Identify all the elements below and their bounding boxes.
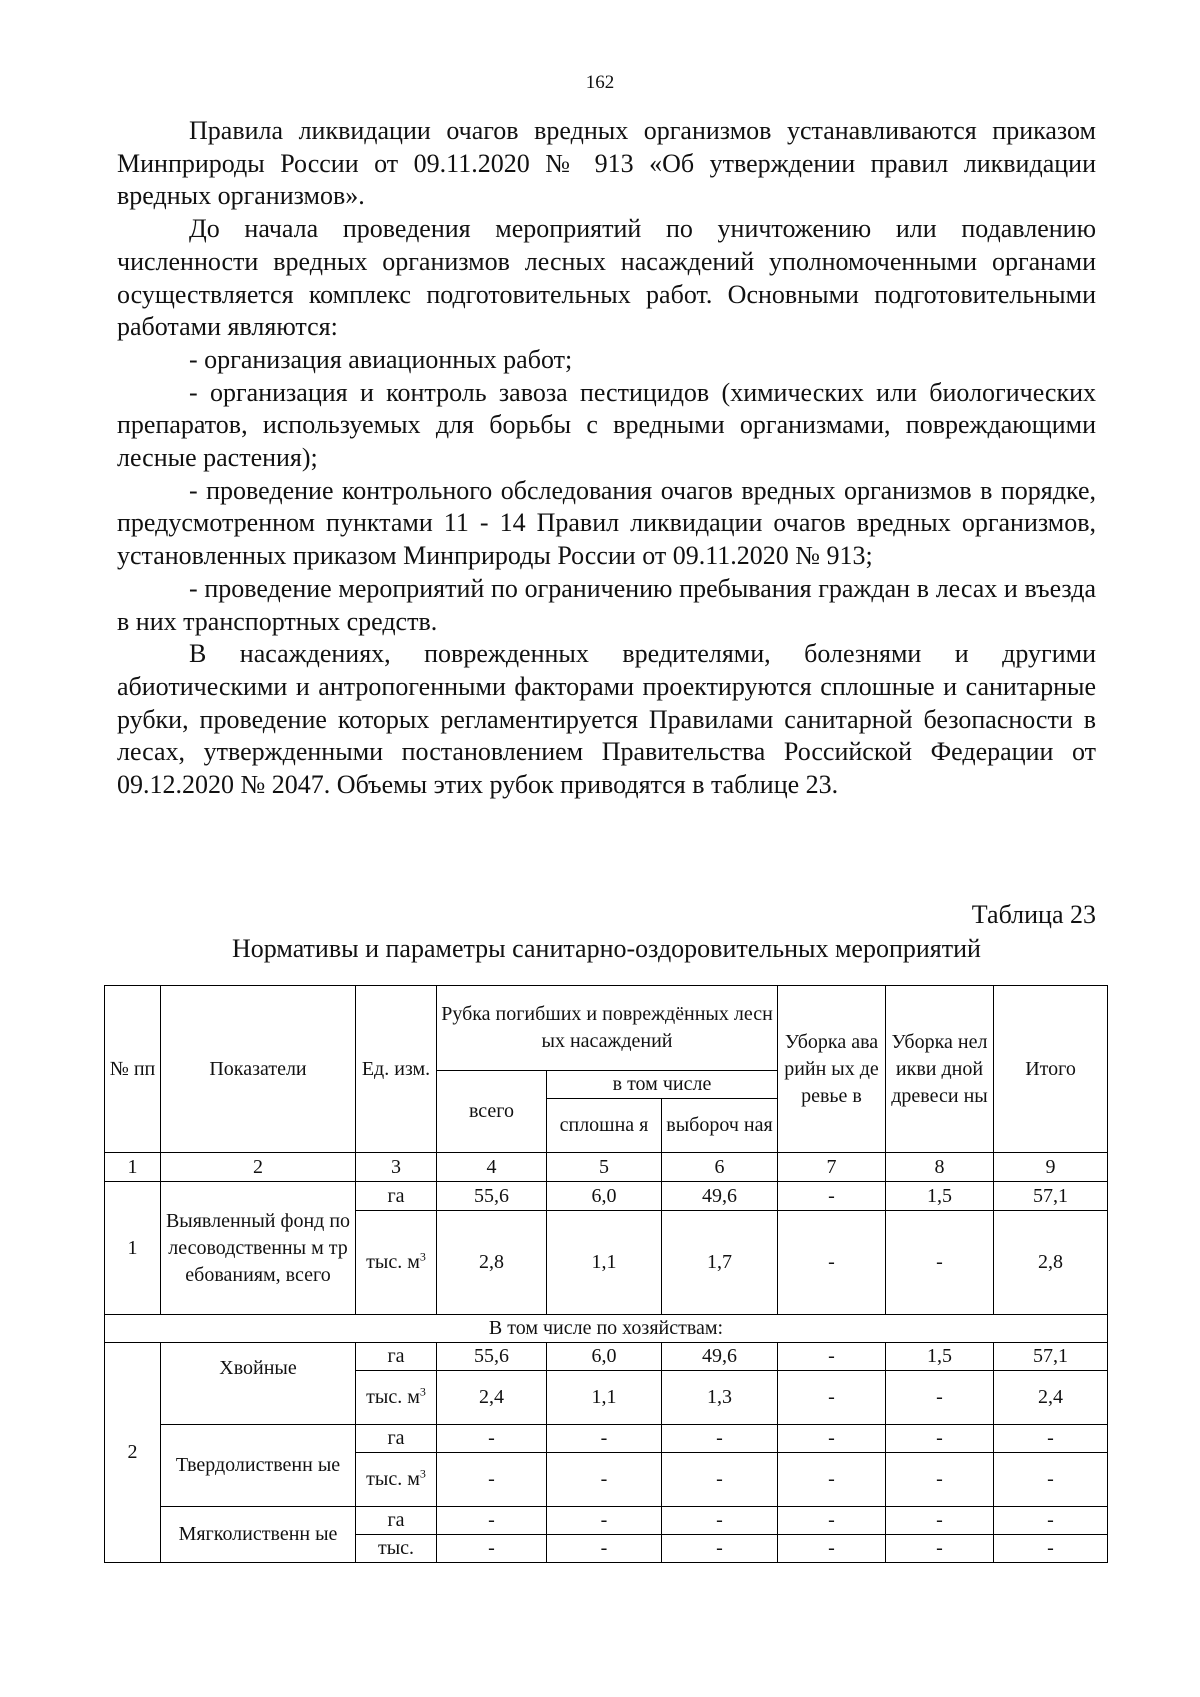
- value-cell: 49,6: [662, 1343, 778, 1371]
- header-row: [105, 986, 1108, 1071]
- value-cell: -: [778, 1182, 886, 1211]
- table-row: [105, 1182, 1108, 1211]
- value-cell: -: [778, 1211, 886, 1315]
- value-cell: -: [547, 1507, 662, 1535]
- value-cell: -: [886, 1211, 994, 1315]
- group-name: Мягколиственн ые: [161, 1507, 356, 1563]
- value-cell: -: [437, 1507, 547, 1535]
- header-felling: Рубка погибших и повреждённых лесных насаждений: [437, 986, 778, 1071]
- column-number: 5: [547, 1153, 662, 1182]
- value-cell: 55,6: [437, 1343, 547, 1371]
- row-num: 1: [105, 1182, 161, 1315]
- column-number-row: [105, 1153, 1108, 1182]
- value-cell: 1,3: [662, 1371, 778, 1425]
- value-cell: -: [547, 1425, 662, 1453]
- table-number: Таблица 23: [971, 900, 1096, 929]
- unit-cell: [356, 1211, 437, 1315]
- header-indicators: Показатели: [161, 986, 356, 1153]
- header-including: в том числе: [547, 1071, 778, 1099]
- unit-superscript: 3: [419, 1384, 426, 1399]
- column-number: 3: [356, 1153, 437, 1182]
- paragraph: До начала проведения мероприятий по уничтожению или подавлению численности вредных организмов лесных насаждений уполномоченными органами осуществляется комплекс подготовительных работ. Основными подготовительными работами являются:: [117, 214, 1096, 342]
- column-number: 2: [161, 1153, 356, 1182]
- value-cell: 6,0: [547, 1343, 662, 1371]
- column-number: 7: [778, 1153, 886, 1182]
- value-cell: -: [662, 1453, 778, 1507]
- unit-cell: [356, 1453, 437, 1507]
- value-cell: -: [886, 1535, 994, 1563]
- subheader: В том числе по хозяйствам:: [105, 1315, 1108, 1343]
- value-cell: -: [994, 1535, 1108, 1563]
- table-row: [105, 1425, 1108, 1453]
- value-cell: -: [994, 1425, 1108, 1453]
- norms-table: [104, 985, 1108, 1563]
- list-item: - проведение контрольного обследования очагов вредных организмов в порядке, предусмотренном пунктами 11 - 14 Правил ликвидации очагов вредных организмов, установленных приказом Минприроды России от 09.11.2020 № 913;: [117, 475, 1096, 571]
- unit-cell: [356, 1371, 437, 1425]
- value-cell: -: [437, 1535, 547, 1563]
- group-name: Хвойные: [161, 1343, 356, 1425]
- header-illiquid: Уборка неликви дной древеси ны: [886, 986, 994, 1153]
- header-selective: выбороч ная: [662, 1099, 778, 1153]
- body-text: [117, 115, 1096, 802]
- unit-cell: га: [356, 1507, 437, 1535]
- value-cell: -: [778, 1343, 886, 1371]
- list-item: - проведение мероприятий по ограничению пребывания граждан в лесах и въезда в них транспортных средств.: [117, 573, 1096, 636]
- header-total: всего: [437, 1071, 547, 1153]
- value-cell: 57,1: [994, 1182, 1108, 1211]
- value-cell: 6,0: [547, 1182, 662, 1211]
- value-cell: 57,1: [994, 1343, 1108, 1371]
- paragraph: В насаждениях, поврежденных вредителями, болезнями и другими абиотическими и антропогенными факторами проектируются сплошные и санитарные рубки, проведение которых регламентируется Правилами санитарной безопасности в лесах, утвержденными постановлением Правительства Российской Федерации от 09.12.2020 № 2047. Объемы этих рубок приводятся в таблице 23.: [117, 639, 1096, 800]
- header-emergency: Уборка аварийн ых деревье в: [778, 986, 886, 1153]
- paragraph: Правила ликвидации очагов вредных организмов устанавливаются приказом Минприроды России от 09.11.2020 № 913 «Об утверждении правил ликвидации вредных организмов».: [117, 116, 1096, 211]
- unit-cell: га: [356, 1343, 437, 1371]
- subheader-row: [105, 1315, 1108, 1343]
- header-itogo: Итого: [994, 986, 1108, 1153]
- column-number: 9: [994, 1153, 1108, 1182]
- value-cell: -: [886, 1453, 994, 1507]
- column-number: 1: [105, 1153, 161, 1182]
- unit-superscript: 3: [419, 1466, 426, 1481]
- value-cell: -: [662, 1507, 778, 1535]
- value-cell: -: [886, 1371, 994, 1425]
- header-unit: Ед. изм.: [356, 986, 437, 1153]
- value-cell: -: [662, 1535, 778, 1563]
- unit-text: тыс. м: [366, 1468, 420, 1490]
- unit-cell: га: [356, 1425, 437, 1453]
- value-cell: -: [437, 1425, 547, 1453]
- value-cell: 55,6: [437, 1182, 547, 1211]
- value-cell: -: [778, 1453, 886, 1507]
- value-cell: 1,5: [886, 1182, 994, 1211]
- table-title: Нормативы и параметры санитарно-оздоровительных мероприятий: [232, 934, 981, 963]
- value-cell: -: [547, 1453, 662, 1507]
- value-cell: -: [778, 1371, 886, 1425]
- value-cell: 1,1: [547, 1211, 662, 1315]
- value-cell: -: [886, 1507, 994, 1535]
- value-cell: 2,4: [994, 1371, 1108, 1425]
- header-clear: сплошна я: [547, 1099, 662, 1153]
- value-cell: -: [778, 1425, 886, 1453]
- value-cell: -: [994, 1507, 1108, 1535]
- unit-superscript: 3: [419, 1249, 426, 1264]
- value-cell: -: [778, 1535, 886, 1563]
- value-cell: -: [547, 1535, 662, 1563]
- value-cell: 1,1: [547, 1371, 662, 1425]
- unit-cell: га: [356, 1182, 437, 1211]
- list-item: - организация авиационных работ;: [189, 344, 573, 374]
- value-cell: 2,8: [994, 1211, 1108, 1315]
- group-name: Твердолиственн ые: [161, 1425, 356, 1507]
- value-cell: 49,6: [662, 1182, 778, 1211]
- value-cell: 2,8: [437, 1211, 547, 1315]
- value-cell: -: [886, 1425, 994, 1453]
- column-number: 4: [437, 1153, 547, 1182]
- value-cell: 1,5: [886, 1343, 994, 1371]
- row-name: Выявленный фонд по лесоводственны м требованиям, всего: [161, 1182, 356, 1315]
- column-number: 8: [886, 1153, 994, 1182]
- header-num: № пп: [105, 986, 161, 1153]
- value-cell: -: [994, 1453, 1108, 1507]
- value-cell: -: [437, 1453, 547, 1507]
- row-num: 2: [105, 1343, 161, 1563]
- list-item: - организация и контроль завоза пестицидов (химических или биологических препаратов, используемых для борьбы с вредными организмами, повреждающими лесные растения);: [117, 377, 1096, 473]
- unit-text: тыс. м: [366, 1386, 420, 1408]
- table-caption: [117, 898, 1096, 966]
- value-cell: -: [778, 1507, 886, 1535]
- value-cell: 2,4: [437, 1371, 547, 1425]
- unit-text: тыс. м: [366, 1251, 420, 1273]
- table-row: [105, 1507, 1108, 1535]
- page-number: 162: [585, 72, 615, 93]
- value-cell: -: [662, 1425, 778, 1453]
- table-row: [105, 1343, 1108, 1371]
- unit-cell: тыс.: [356, 1535, 437, 1563]
- value-cell: 1,7: [662, 1211, 778, 1315]
- column-number: 6: [662, 1153, 778, 1182]
